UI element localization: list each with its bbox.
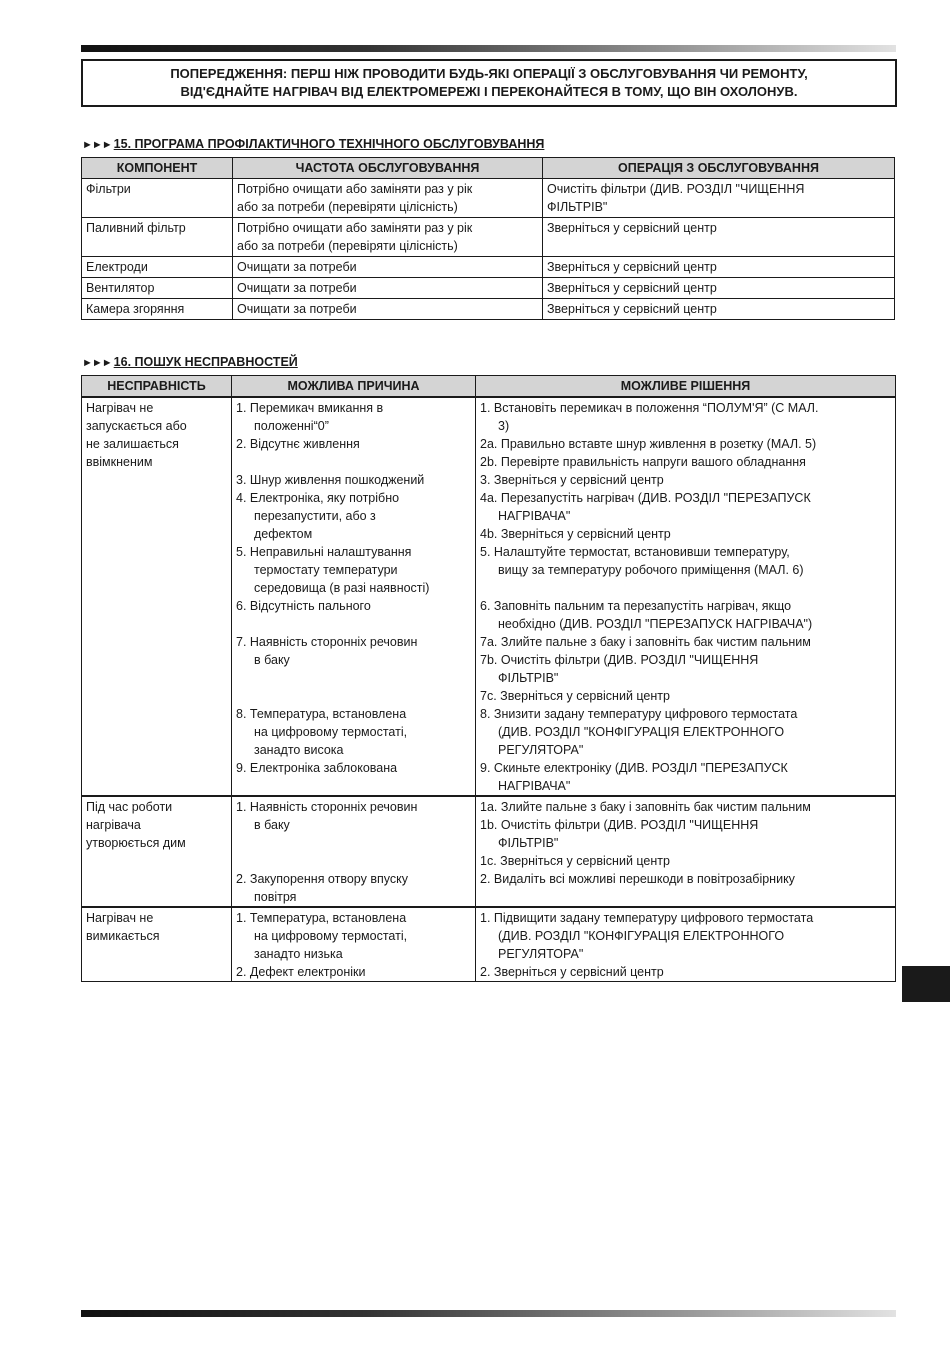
cause-text-line: 1. Температура, встановлена [236,911,407,925]
solution-text-line: НАГРІВАЧА" [498,509,571,523]
maintenance-cell-operation [543,278,895,299]
section-15-heading: 15. ПРОГРАМА ПРОФІЛАКТИЧНОГО ТЕХНІЧНОГО ОБСЛУГОВУВАННЯ [113,137,545,151]
solution-cell [476,397,896,796]
solution-text-line: 2. Зверніться у сервісний центр [480,965,664,979]
frequency-text-line: Потрібно очищати або заміняти раз у рік [237,182,473,196]
solution-text-line: 1a. Злийте пальне з баку і заповніть бак чистим пальним [480,800,811,814]
cause-text-line [236,687,471,705]
section-16-heading: 16. ПОШУК НЕСПРАВНОСТЕЙ [113,355,298,369]
cause-text-line: 5. Неправильні налаштування [236,545,412,559]
solution-text-line: 1c. Зверніться у сервісний центр [480,854,670,868]
maintenance-cell-frequency [233,299,543,320]
fault-cell [82,796,232,907]
fault-text-line: утворюється дим [86,836,186,850]
solution-text-line: 1. Встановіть перемикач в положення “ПОЛУМ'Я” (С МАЛ. [480,401,819,415]
maintenance-cell-component [82,179,233,218]
header-solution: МОЖЛИВЕ РІШЕННЯ [476,376,896,398]
maintenance-cell-operation [543,218,895,257]
component-text-line: Електроди [86,260,148,274]
solution-text-line: РЕГУЛЯТОРА" [498,947,584,961]
cause-text-line: 8. Температура, встановлена [236,707,407,721]
cause-cell [232,397,476,796]
solution-text-line: 3) [498,419,510,433]
maintenance-row [82,278,895,299]
frequency-text-line: Очищати за потреби [237,302,357,316]
arrow-icons: ►►► [82,357,112,369]
fault-text-line: не залишається [86,437,179,451]
cause-cell [232,796,476,907]
cause-text-line: перезапустити, або з [254,509,376,523]
cause-text-line: середовища (в разі наявності) [254,581,430,595]
maintenance-cell-component [82,218,233,257]
frequency-text-line: Очищати за потреби [237,281,357,295]
header-fault: НЕСПРАВНІСТЬ [82,376,232,398]
solution-text-line: (ДИВ. РОЗДІЛ "КОНФІГУРАЦІЯ ЕЛЕКТРОННОГО [498,725,785,739]
solution-text-line: РЕГУЛЯТОРА" [498,743,584,757]
solution-text-line: 7b. Очистіть фільтри (ДИВ. РОЗДІЛ "ЧИЩЕННЯ [480,653,759,667]
solution-cell [476,796,896,907]
warning-line-1: ПОПЕРЕДЖЕННЯ: ПЕРШ НІЖ ПРОВОДИТИ БУДЬ-ЯКІ ОПЕРАЦІЇ З ОБСЛУГОВУВАННЯ ЧИ РЕМОНТУ, [170,66,808,81]
cause-text-line: на цифровому термостаті, [254,725,408,739]
solution-text-line: 5. Налаштуйте термостат, встановивши температуру, [480,545,790,559]
section-15-title [82,137,544,151]
troubleshooting-row [82,397,896,796]
page-side-tab [902,966,950,1002]
warning-box [81,59,897,107]
fault-text-line: Нагрівач не [86,401,154,415]
fault-text-line: ввімкненим [86,455,153,469]
solution-cell [476,907,896,982]
cause-text-line: 3. Шнур живлення пошкоджений [236,473,425,487]
operation-text-line: Зверніться у сервісний центр [547,281,717,295]
cause-text-line: 9. Електроніка заблокована [236,761,398,775]
fault-text-line: Нагрівач не [86,911,154,925]
troubleshooting-header-row [82,376,896,398]
solution-text-line: необхідно (ДИВ. РОЗДІЛ "ПЕРЕЗАПУСК НАГРІВАЧА") [498,617,813,631]
header-frequency: ЧАСТОТА ОБСЛУГОВУВАННЯ [233,158,543,179]
section-16-title [82,355,298,369]
troubleshooting-table [81,375,896,982]
maintenance-cell-operation [543,179,895,218]
cause-text-line: дефектом [254,527,313,541]
solution-text-line: 3. Зверніться у сервісний центр [480,473,664,487]
component-text-line: Камера згоряння [86,302,185,316]
fault-text-line: Під час роботи [86,800,173,814]
maintenance-cell-frequency [233,257,543,278]
cause-text-line [236,669,471,687]
solution-text-line: ФІЛЬТРІВ" [498,671,559,685]
solution-text-line: 2b. Перевірте правильність напруги вашого обладнання [480,455,806,469]
cause-cell [232,907,476,982]
maintenance-cell-operation [543,257,895,278]
solution-text-line: 1b. Очистіть фільтри (ДИВ. РОЗДІЛ "ЧИЩЕННЯ [480,818,759,832]
component-text-line: Фільтри [86,182,131,196]
solution-text-line: 4a. Перезапустіть нагрівач (ДИВ. РОЗДІЛ "ПЕРЕЗАПУСК [480,491,811,505]
fault-cell [82,397,232,796]
frequency-text-line: або за потреби (перевіряти цілісність) [237,200,458,214]
maintenance-cell-component [82,278,233,299]
cause-text-line: 6. Відсутність пального [236,599,371,613]
fault-text-line: запускається або [86,419,187,433]
cause-text-line [236,453,471,471]
cause-text-line: занадто низька [254,947,343,961]
troubleshooting-row [82,796,896,907]
maintenance-cell-frequency [233,179,543,218]
maintenance-cell-operation [543,299,895,320]
cause-text-line: 2. Відсутнє живлення [236,437,360,451]
cause-text-line [236,834,471,852]
solution-text-line: вищу за температуру робочого приміщення (МАЛ. 6) [498,563,804,577]
fault-cell [82,907,232,982]
cause-text-line: повітря [254,890,297,904]
cause-text-line: 4. Електроніка, яку потрібно [236,491,400,505]
header-component: КОМПОНЕНТ [82,158,233,179]
frequency-text-line: Очищати за потреби [237,260,357,274]
maintenance-row [82,218,895,257]
maintenance-cell-frequency [233,278,543,299]
cause-text-line: на цифровому термостаті, [254,929,408,943]
solution-text-line: 2. Видаліть всі можливі перешкоди в повітрозабірнику [480,872,795,886]
bottom-decorative-bar [81,1310,896,1317]
fault-text-line: вимикається [86,929,160,943]
maintenance-row [82,299,895,320]
operation-text-line: Зверніться у сервісний центр [547,221,717,235]
troubleshooting-row [82,907,896,982]
cause-text-line [236,615,471,633]
solution-text-line: 9. Скиньте електроніку (ДИВ. РОЗДІЛ "ПЕРЕЗАПУСК [480,761,788,775]
arrow-icons: ►►► [82,139,112,151]
component-text-line: Вентилятор [86,281,155,295]
warning-line-2: ВІД'ЄДНАЙТЕ НАГРІВАЧ ВІД ЕЛЕКТРОМЕРЕЖІ І ПЕРЕКОНАЙТЕСЯ В ТОМУ, ЩО ВІН ОХОЛОНУВ. [180,84,798,99]
component-text-line: Паливний фільтр [86,221,186,235]
top-decorative-bar [81,45,896,52]
maintenance-row [82,257,895,278]
solution-text-line: 7a. Злийте пальне з баку і заповніть бак чистим пальним [480,635,811,649]
cause-text-line: положенні“0” [254,419,329,433]
cause-text-line: 2. Дефект електроніки [236,965,366,979]
solution-text-line: 2a. Правильно вставте шнур живлення в розетку (МАЛ. 5) [480,437,817,451]
solution-text-line: 6. Заповніть пальним та перезапустіть нагрівач, якщо [480,599,792,613]
solution-text-line: (ДИВ. РОЗДІЛ "КОНФІГУРАЦІЯ ЕЛЕКТРОННОГО [498,929,785,943]
solution-text-line: НАГРІВАЧА" [498,779,571,793]
solution-text-line [480,579,891,597]
cause-text-line: термостату температури [254,563,398,577]
cause-text-line: 1. Наявність сторонніх речовин [236,800,418,814]
operation-text-line: Очистіть фільтри (ДИВ. РОЗДІЛ "ЧИЩЕННЯ [547,182,805,196]
operation-text-line: ФІЛЬТРІВ" [547,200,608,214]
solution-text-line: 4b. Зверніться у сервісний центр [480,527,671,541]
cause-text-line: занадто висока [254,743,344,757]
maintenance-row [82,179,895,218]
header-operation: ОПЕРАЦІЯ З ОБСЛУГОВУВАННЯ [543,158,895,179]
fault-text-line: нагрівача [86,818,141,832]
cause-text-line: 7. Наявність сторонніх речовин [236,635,418,649]
cause-text-line: в баку [254,818,290,832]
maintenance-header-row [82,158,895,179]
operation-text-line: Зверніться у сервісний центр [547,260,717,274]
solution-text-line: 1. Підвищити задану температуру цифрового термостата [480,911,814,925]
frequency-text-line: або за потреби (перевіряти цілісність) [237,239,458,253]
maintenance-cell-frequency [233,218,543,257]
cause-text-line [236,852,471,870]
maintenance-cell-component [82,257,233,278]
cause-text-line: 2. Закупорення отвору впуску [236,872,408,886]
operation-text-line: Зверніться у сервісний центр [547,302,717,316]
solution-text-line: 7c. Зверніться у сервісний центр [480,689,670,703]
header-cause: МОЖЛИВА ПРИЧИНА [232,376,476,398]
cause-text-line: 1. Перемикач вмикання в [236,401,384,415]
frequency-text-line: Потрібно очищати або заміняти раз у рік [237,221,473,235]
cause-text-line: в баку [254,653,290,667]
maintenance-cell-component [82,299,233,320]
solution-text-line: 8. Знизити задану температуру цифрового термостата [480,707,798,721]
maintenance-table [81,157,895,320]
solution-text-line: ФІЛЬТРІВ" [498,836,559,850]
